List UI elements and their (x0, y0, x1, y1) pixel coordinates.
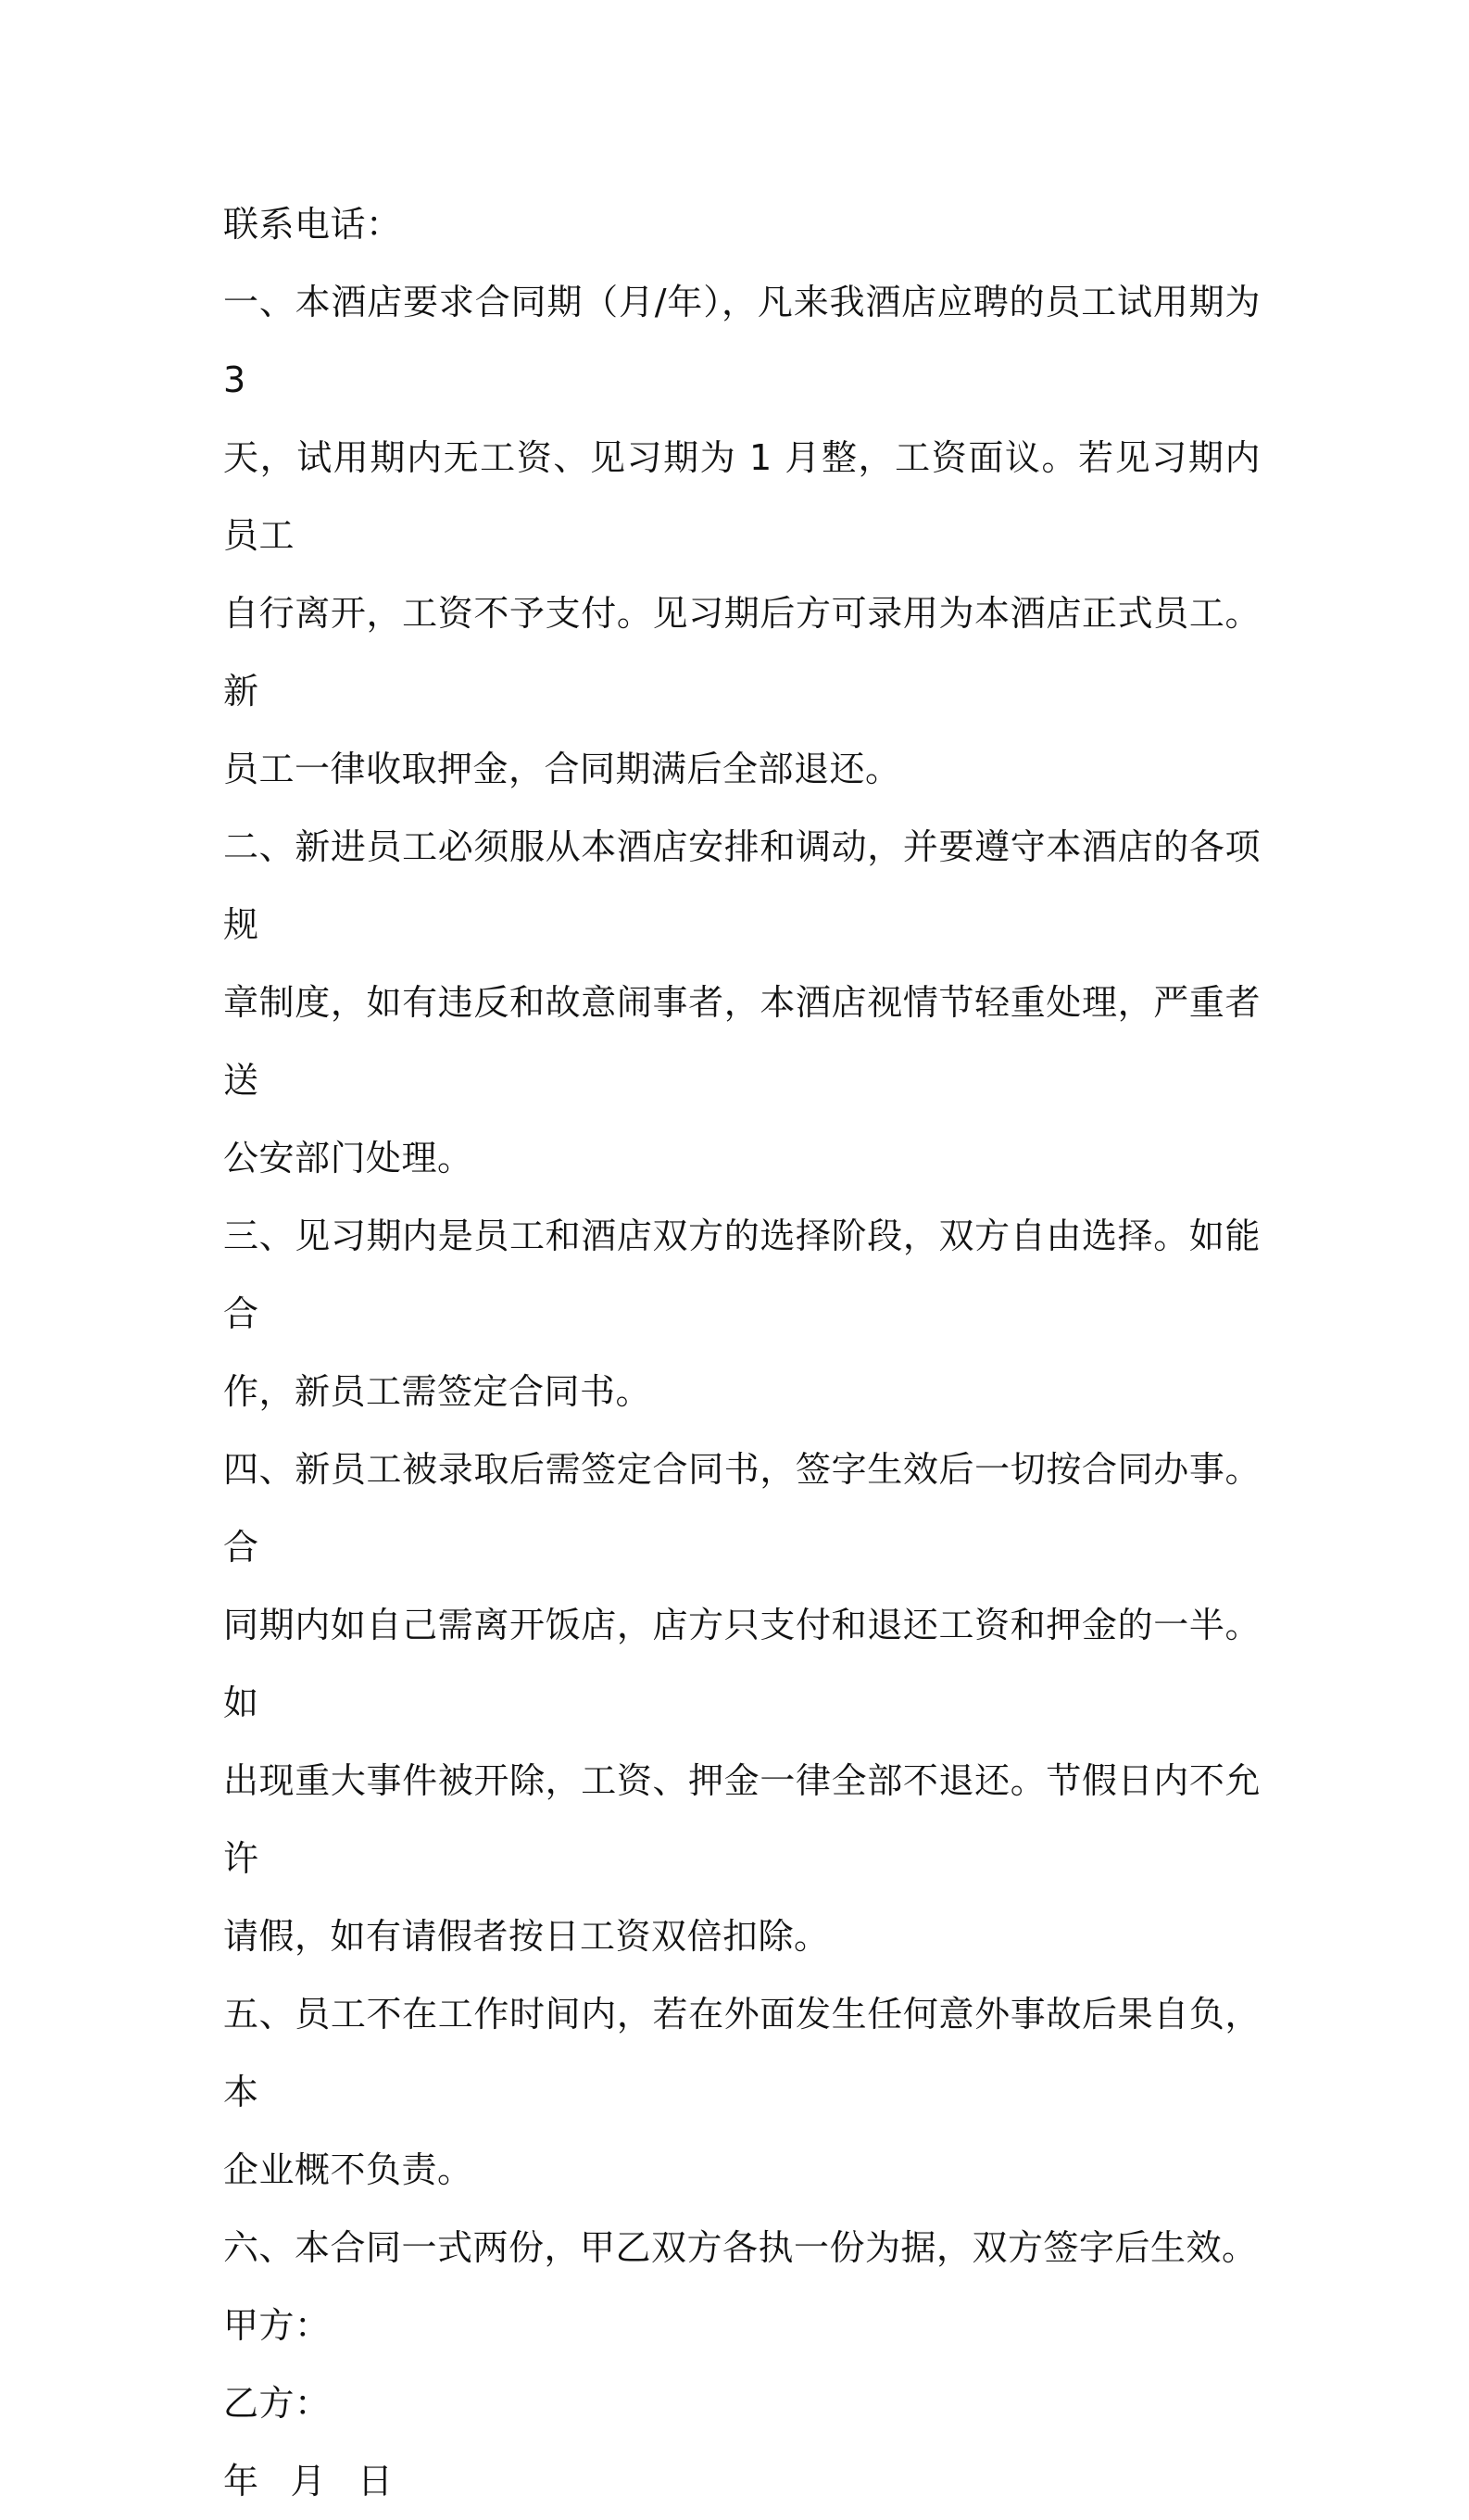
date-day-label: 日 (358, 2461, 394, 2501)
clause-2-line-2: 章制度，如有违反和故意闹事者，本酒店视情节轻重处理，严重者送 (223, 982, 1261, 1101)
clause-1-line-1: 一、本酒店要求合同期（月/年），凡来我酒店应聘的员工试用期为 3 (223, 282, 1261, 400)
clause-6-line-1: 六、本合同一式两份，甲乙双方各执一份为据，双方签字后生效。 (223, 2227, 1258, 2268)
contact-phone-line: 联系电话： (223, 204, 402, 245)
clause-1 (223, 263, 1261, 808)
clause-5-line-1: 五、员工不在工作时间内，若在外面发生任何意外事故后果自负，本 (223, 1994, 1261, 2112)
date-year-label: 年 (223, 2461, 259, 2501)
party-b-line: 乙方： (223, 2383, 331, 2424)
party-a-line: 甲方： (223, 2305, 331, 2346)
contract-body (223, 185, 1261, 2520)
clause-4-line-2: 同期内如自己需离开饭店，店方只支付和退还工资和押金的一半。如 (223, 1605, 1261, 1723)
date-month-label: 月 (290, 2461, 327, 2501)
clause-4 (223, 1430, 1261, 1975)
clause-2 (223, 808, 1261, 1197)
clause-2-line-3: 公安部门处理。 (223, 1138, 473, 1178)
clause-3 (223, 1197, 1261, 1430)
clause-1-line-4: 员工一律收取押金，合同期满后全部退还。 (223, 749, 901, 789)
clause-1-line-3: 自行离开，工资不予支付。见习期后方可录用为本酒店正式员工。新 (223, 593, 1261, 712)
clause-6 (223, 2209, 1261, 2287)
clause-3-line-2: 作，新员工需签定合同书。 (223, 1371, 652, 1412)
date-line (223, 2442, 1261, 2520)
clause-4-line-4: 请假，如有请假者按日工资双倍扣除。 (223, 1916, 830, 1957)
clause-4-line-3: 出现重大事件被开除，工资、押金一律全部不退还。节假日内不允许 (223, 1760, 1261, 1879)
clause-4-line-1: 四、新员工被录取后需签定合同书，签字生效后一切按合同办事。合 (223, 1449, 1261, 1568)
clause-5 (223, 1975, 1261, 2209)
clause-5-line-2: 企业概不负责。 (223, 2149, 473, 2190)
clause-2-line-1: 二、新进员工必须服从本酒店安排和调动，并要遵守本酒店的各项规 (223, 826, 1261, 945)
clause-3-line-1: 三、见习期内是员工和酒店双方的选择阶段，双方自由选择。如能合 (223, 1216, 1261, 1334)
clause-1-line-2: 天，试用期内无工资、见习期为 1 月整，工资面议。若见习期内员工 (223, 437, 1261, 556)
